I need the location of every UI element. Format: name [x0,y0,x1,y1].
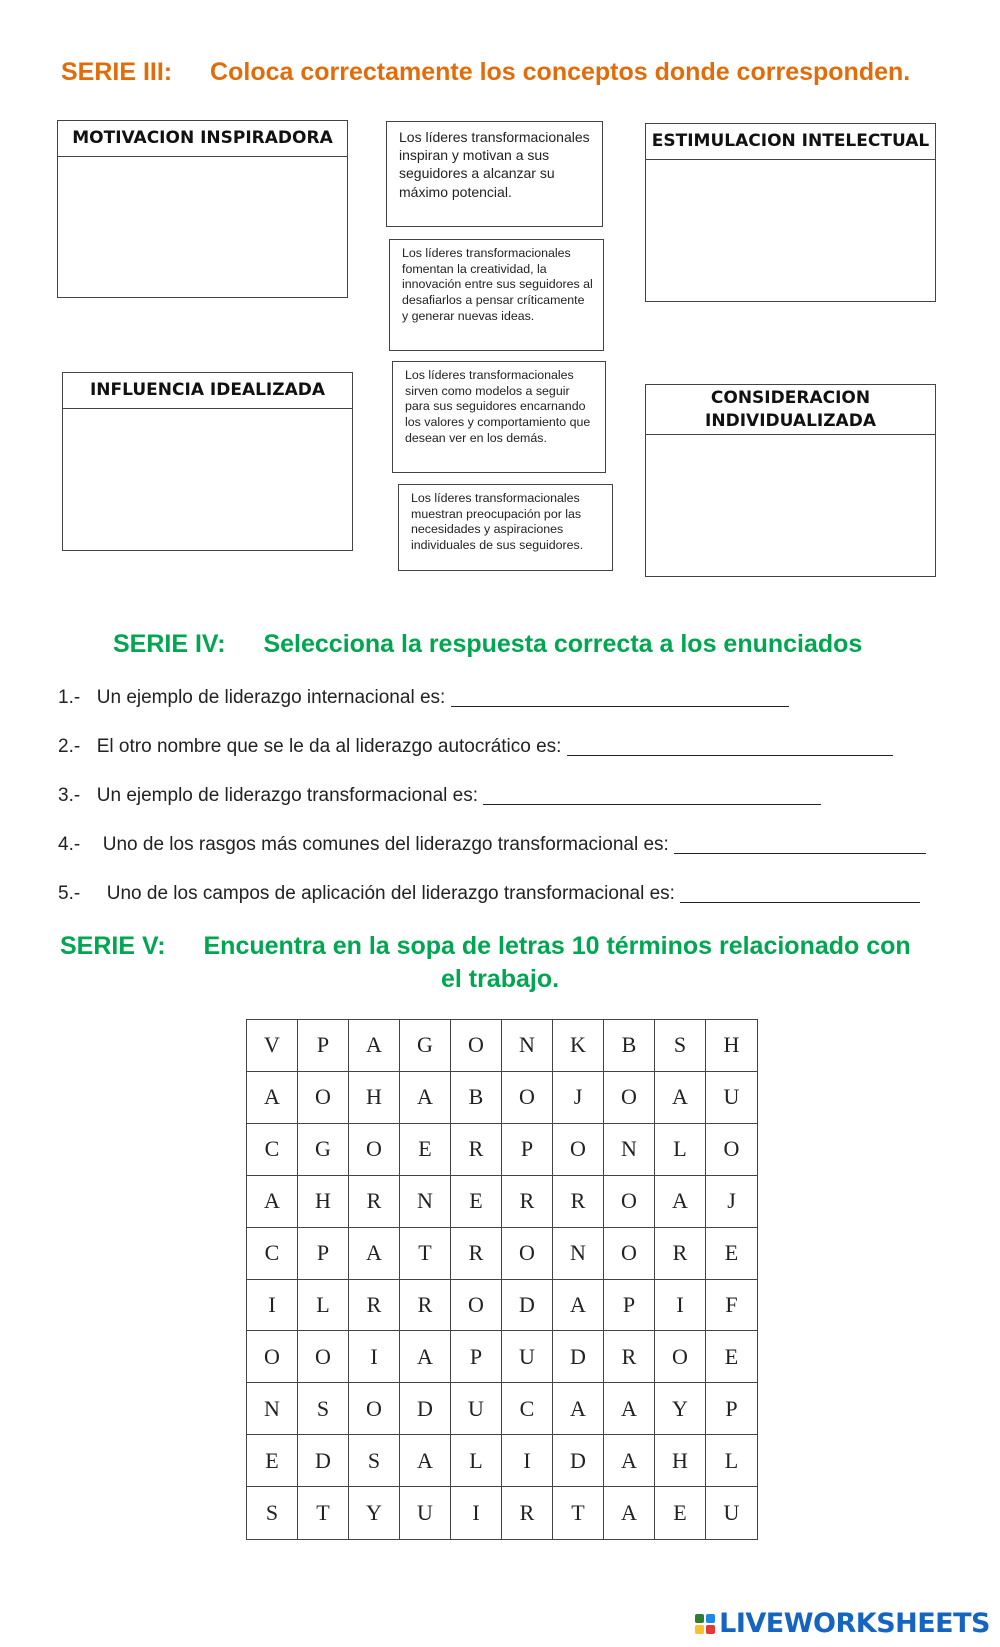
target-title: CONSIDERACION INDIVIDUALIZADA [646,385,935,435]
grid-cell[interactable]: O [502,1072,553,1124]
grid-cell[interactable]: C [247,1228,298,1280]
grid-cell[interactable]: V [247,1020,298,1072]
grid-cell[interactable]: H [349,1072,400,1124]
grid-cell[interactable]: O [349,1383,400,1435]
grid-cell[interactable]: A [553,1280,604,1332]
grid-cell[interactable]: O [451,1280,502,1332]
grid-cell[interactable]: T [298,1487,349,1539]
grid-cell[interactable]: C [502,1383,553,1435]
grid-cell[interactable]: P [604,1280,655,1332]
grid-cell[interactable]: D [502,1280,553,1332]
word-search-grid [246,1019,758,1540]
grid-cell[interactable]: I [247,1280,298,1332]
grid-cell[interactable]: R [502,1176,553,1228]
grid-cell[interactable]: O [298,1331,349,1383]
grid-cell[interactable]: B [604,1020,655,1072]
grid-cell[interactable]: R [400,1280,451,1332]
serie3-heading [61,58,910,87]
grid-cell[interactable]: P [298,1228,349,1280]
grid-cell[interactable]: R [349,1280,400,1332]
concept-card-sirven[interactable]: Los líderes transformacionales sirven como modelos a seguir para sus seguidores encarnando los valores y comportamiento que desean ver en los demás. [392,361,606,473]
question-number: 2.- [58,736,81,757]
question-text: El otro nombre que se le da al liderazgo autocrático es: [96,736,562,757]
grid-cell[interactable]: H [706,1020,757,1072]
grid-cell[interactable]: F [706,1280,757,1332]
concept-card-inspiran[interactable]: Los líderes transformacionales inspiran y motivan a sus seguidores a alcanzar su máximo potencial. [386,121,603,227]
grid-cell[interactable]: O [349,1124,400,1176]
concept-card-fomentan[interactable]: Los líderes transformacionales fomentan la creatividad, la innovación entre sus seguidores al desafiarlos a pensar críticamente y generar nuevas ideas. [389,239,604,351]
grid-cell[interactable]: P [706,1383,757,1435]
grid-cell[interactable]: N [553,1228,604,1280]
grid-cell[interactable]: P [502,1124,553,1176]
grid-cell[interactable]: I [502,1435,553,1487]
drop-zone-influencia[interactable] [63,409,352,550]
grid-cell[interactable]: O [298,1072,349,1124]
grid-cell[interactable]: R [553,1176,604,1228]
target-box-motivacion [57,120,348,298]
question-5 [58,882,920,905]
target-box-estimulacion [645,123,936,302]
grid-cell[interactable]: O [655,1331,706,1383]
grid-cell[interactable]: J [553,1072,604,1124]
grid-cell[interactable]: N [604,1124,655,1176]
grid-cell[interactable]: N [247,1383,298,1435]
grid-cell[interactable]: P [451,1331,502,1383]
grid-cell[interactable]: O [553,1124,604,1176]
grid-cell[interactable]: O [247,1331,298,1383]
drop-zone-estimulacion[interactable] [646,160,935,301]
drop-zone-consideracion[interactable] [646,435,935,576]
serie3-label: SERIE III: [61,58,173,86]
brand-name: LIVEWORKSHEETS [719,1608,990,1639]
grid-cell[interactable]: C [247,1124,298,1176]
serie4-heading [113,630,862,659]
grid-cell[interactable]: Y [655,1383,706,1435]
grid-cell[interactable]: S [247,1487,298,1539]
grid-cell[interactable]: O [502,1228,553,1280]
serie5-heading [60,932,911,961]
question-1 [58,686,789,709]
grid-cell[interactable]: I [349,1331,400,1383]
grid-cell[interactable]: E [451,1176,502,1228]
grid-cell[interactable]: D [400,1383,451,1435]
grid-cell[interactable]: A [247,1176,298,1228]
answer-blank-4[interactable] [674,833,926,854]
target-box-consideracion [645,384,936,577]
grid-cell[interactable]: A [604,1383,655,1435]
serie4-label: SERIE IV: [113,630,226,658]
target-title: MOTIVACION INSPIRADORA [58,121,347,157]
grid-cell[interactable]: D [553,1331,604,1383]
question-text: Un ejemplo de liderazgo internacional es: [96,687,446,708]
grid-cell[interactable]: B [451,1072,502,1124]
grid-cell[interactable]: O [604,1176,655,1228]
grid-cell[interactable]: I [451,1487,502,1539]
grid-cell[interactable]: T [400,1228,451,1280]
grid-cell[interactable]: O [706,1124,757,1176]
grid-cell[interactable]: L [706,1435,757,1487]
grid-cell[interactable]: L [298,1280,349,1332]
grid-cell[interactable]: A [604,1435,655,1487]
grid-cell[interactable]: E [706,1228,757,1280]
question-3 [58,784,821,807]
serie3-instruction: Coloca correctamente los conceptos donde corresponden. [210,58,911,86]
grid-cell[interactable]: A [604,1487,655,1539]
answer-blank-3[interactable] [483,784,821,805]
question-text: Uno de los rasgos más comunes del liderazgo transformacional es: [102,834,669,855]
grid-cell[interactable]: J [706,1176,757,1228]
question-number: 3.- [58,785,81,806]
grid-cell[interactable]: E [247,1435,298,1487]
grid-cell[interactable]: U [706,1072,757,1124]
grid-cell[interactable]: A [400,1331,451,1383]
grid-cell[interactable]: R [451,1124,502,1176]
answer-blank-2[interactable] [567,735,893,756]
grid-cell[interactable]: O [604,1072,655,1124]
question-text: Un ejemplo de liderazgo transformacional es: [96,785,479,806]
grid-cell[interactable]: E [400,1124,451,1176]
grid-cell[interactable]: S [655,1020,706,1072]
grid-cell[interactable]: R [655,1228,706,1280]
grid-cell[interactable]: R [451,1228,502,1280]
answer-blank-5[interactable] [680,882,920,903]
grid-cell[interactable]: Y [349,1487,400,1539]
grid-cell[interactable]: A [553,1383,604,1435]
grid-cell[interactable]: E [706,1331,757,1383]
grid-cell[interactable]: A [349,1228,400,1280]
grid-cell[interactable]: L [451,1435,502,1487]
question-2 [58,735,893,758]
grid-cell[interactable]: T [553,1487,604,1539]
serie5-label: SERIE V: [60,932,166,960]
question-number: 5.- [58,883,81,904]
grid-cell[interactable]: D [553,1435,604,1487]
question-number: 1.- [58,687,81,708]
grid-cell[interactable]: G [298,1124,349,1176]
grid-cell[interactable]: A [247,1072,298,1124]
grid-cell[interactable]: R [349,1176,400,1228]
grid-cell[interactable]: S [298,1383,349,1435]
target-title: ESTIMULACION INTELECTUAL [646,124,935,160]
question-4 [58,833,926,856]
grid-cell[interactable]: S [349,1435,400,1487]
grid-cell[interactable]: A [400,1435,451,1487]
concept-card-muestran[interactable]: Los líderes transformacionales muestran preocupación por las necesidades y aspiraciones individuales de sus seguidores. [398,484,613,571]
answer-blank-1[interactable] [451,686,789,707]
grid-cell[interactable]: N [400,1176,451,1228]
grid-cell[interactable]: A [655,1176,706,1228]
question-text: Uno de los campos de aplicación del liderazgo transformacional es: [106,883,675,904]
grid-cell[interactable]: R [502,1487,553,1539]
grid-cell[interactable]: P [298,1020,349,1072]
grid-cell[interactable]: H [655,1435,706,1487]
serie5-instruction-line1: Encuentra en la sopa de letras 10 términos relacionado con [203,932,911,960]
question-number: 4.- [58,834,81,855]
grid-cell[interactable]: U [502,1331,553,1383]
grid-cell[interactable]: H [298,1176,349,1228]
grid-cell[interactable]: A [655,1072,706,1124]
grid-cell[interactable]: K [553,1020,604,1072]
target-title: INFLUENCIA IDEALIZADA [63,373,352,409]
grid-cell[interactable]: G [400,1020,451,1072]
grid-cell[interactable]: L [655,1124,706,1176]
liveworksheets-logo-icon [695,1614,715,1634]
grid-cell[interactable]: E [655,1487,706,1539]
target-box-influencia [62,372,353,551]
grid-cell[interactable]: I [655,1280,706,1332]
grid-cell[interactable]: U [723,1500,740,1526]
grid-cell[interactable]: A [400,1072,451,1124]
grid-cell[interactable]: A [349,1020,400,1072]
grid-cell[interactable]: U [400,1487,451,1539]
serie5-instruction-line2: el trabajo. [440,965,560,993]
grid-cell[interactable]: O [451,1020,502,1072]
grid-cell[interactable]: N [502,1020,553,1072]
grid-cell[interactable]: D [298,1435,349,1487]
serie4-instruction: Selecciona la respuesta correcta a los enunciados [263,630,863,658]
drop-zone-motivacion[interactable] [58,157,347,297]
grid-cell[interactable]: U [451,1383,502,1435]
grid-cell[interactable]: O [604,1228,655,1280]
liveworksheets-logo [695,1608,990,1639]
grid-cell[interactable]: R [604,1331,655,1383]
